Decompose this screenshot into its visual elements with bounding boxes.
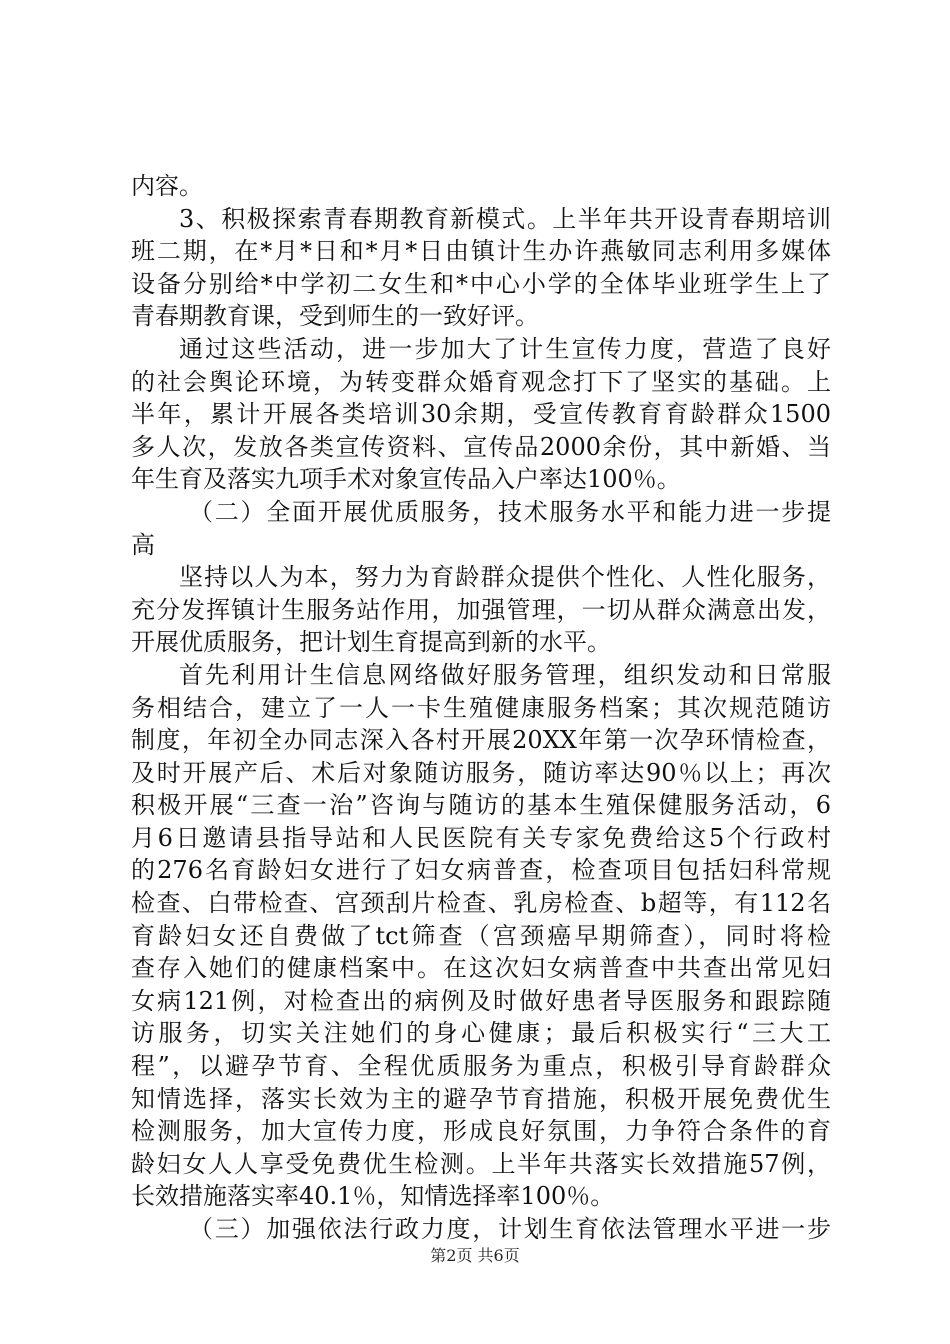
text-line: 龄妇女人人享受免费优生检测。上半年共落实长效措施57例，: [131, 1149, 831, 1178]
text-line: 的276名育龄妇女进行了妇女病普查，检查项目包括妇科常规: [131, 856, 831, 885]
text-line: 查存入她们的健康档案中。在这次妇女病普查中共查出常见妇: [131, 954, 831, 983]
section-heading: 高: [131, 530, 155, 559]
text-line: 检查、白带检查、宫颈刮片检查、乳房检查、b超等，有112名: [131, 889, 831, 918]
text-line: 通过这些活动，进一步加大了计生宣传力度，营造了良好: [179, 334, 831, 363]
text-line: 年生育及落实九项手术对象宣传品入户率达100％。: [131, 465, 681, 494]
text-line: 检测服务，加大宣传力度，形成良好氛围，力争符合条件的育: [131, 1117, 831, 1146]
text-line: 月6日邀请县指导站和人民医院有关专家免费给这5个行政村: [131, 823, 831, 852]
text-line: 育龄妇女还自费做了tct筛查（宫颈癌早期筛查），同时将检: [131, 921, 831, 950]
text-line: 内容。: [131, 172, 203, 200]
text-line: 的社会舆论环境，为转变群众婚育观念打下了坚实的基础。上: [131, 367, 831, 396]
text-line: 设备分别给*中学初二女生和*中心小学的全体毕业班学生上了: [131, 269, 831, 298]
section-heading: （三）加强依法行政力度，计划生育依法管理水平进一步: [189, 1215, 831, 1243]
text-line: 积极开展“三查一治”咨询与随访的基本生殖保健服务活动，6: [131, 791, 831, 820]
text-line: 及时开展产后、术后对象随访服务，随访率达90％以上；再次: [131, 758, 831, 787]
text-line: 3、积极探索青春期教育新模式。上半年共开设青春期培训: [179, 204, 831, 233]
text-line: 女病121例，对检查出的病例及时做好患者导医服务和跟踪随: [131, 986, 831, 1015]
text-line: 开展优质服务，把计划生育提高到新的水平。: [131, 628, 611, 657]
text-line: 制度，年初全办同志深入各村开展20XX年第一次孕环情检查，: [131, 726, 831, 755]
text-line: 班二期，在*月*日和*月*日由镇计生办许燕敏同志利用多媒体: [131, 237, 831, 266]
text-line: 充分发挥镇计生服务站作用，加强管理，一切从群众满意出发，: [131, 595, 831, 624]
text-line: 务相结合，建立了一人一卡生殖健康服务档案；其次规范随访: [131, 693, 831, 722]
section-heading: （二）全面开展优质服务，技术服务水平和能力进一步提: [189, 497, 831, 526]
text-line: 青春期教育课，受到师生的一致好评。: [131, 302, 539, 331]
text-line: 半年，累计开展各类培训30余期，受宣传教育育龄群众1500: [131, 400, 831, 429]
document-body: [131, 170, 831, 1246]
text-line: 程”，以避孕节育、全程优质服务为重点，积极引导育龄群众: [131, 1052, 831, 1081]
text-line: 首先利用计生信息网络做好服务管理，组织发动和日常服: [179, 660, 831, 689]
text-line: 访服务，切实关注她们的身心健康；最后积极实行“三大工: [131, 1019, 831, 1048]
text-line: 长效措施落实率40.1％，知情选择率100％。: [131, 1182, 615, 1211]
page-footer: 第2页 共6页: [430, 1246, 520, 1265]
text-line: 坚持以人为本，努力为育龄群众提供个性化、人性化服务，: [179, 563, 831, 592]
text-line: 多人次，发放各类宣传资料、宣传品2000余份，其中新婚、当: [131, 432, 831, 461]
text-line: 知情选择，落实长效为主的避孕节育措施，积极开展免费优生: [131, 1084, 831, 1113]
